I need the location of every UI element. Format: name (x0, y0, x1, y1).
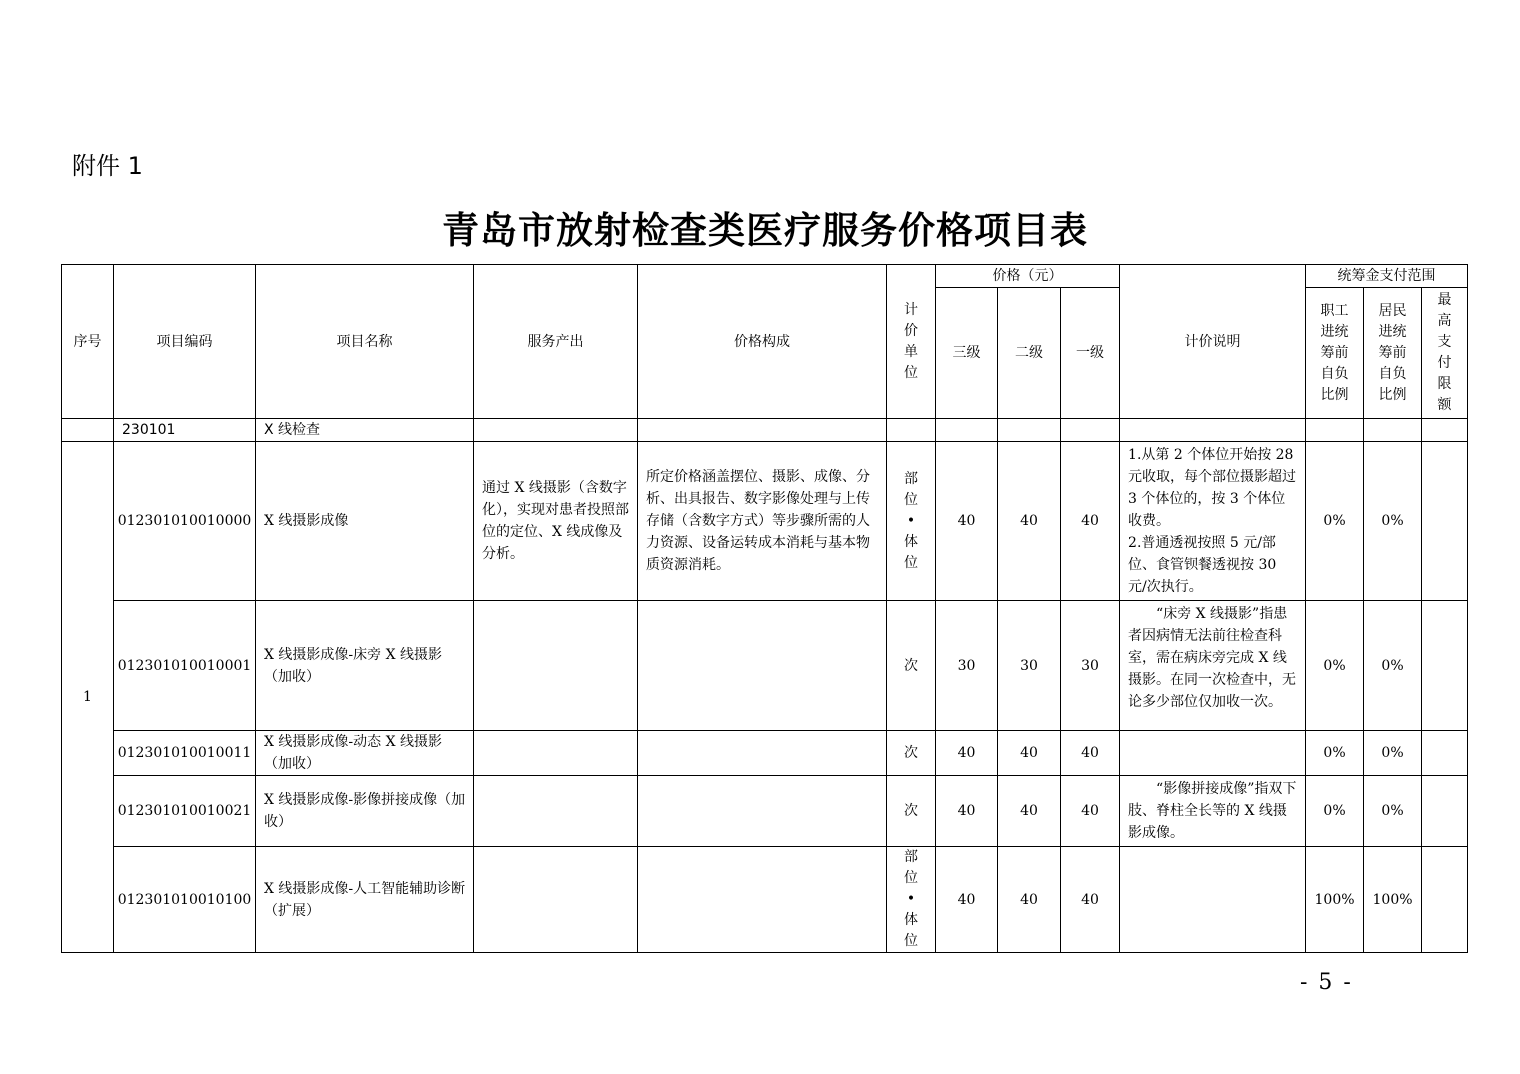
header-composition: 价格构成 (638, 265, 887, 419)
price-level3: 30 (936, 601, 998, 731)
service-output (474, 601, 638, 731)
pricing-note-1: 1.从第 2 个体位开始按 28 元收取，每个部位摄影超过 3 个体位的，按 3 个体位收费。 (1128, 447, 1297, 529)
attachment-label: 附件 1 (72, 152, 143, 180)
header-resident-cell (1364, 288, 1422, 419)
price-level1: 40 (1061, 442, 1120, 601)
pricing-notes: “床旁 X 线摄影”指患者因病情无法前往检查科室，需在病床旁完成 X 线摄影。在同一次检查中，无论多少部位仅加收一次。 (1120, 601, 1306, 731)
header-employee-cell (1306, 288, 1364, 419)
category-row (62, 419, 1468, 442)
price-level1: 40 (1061, 847, 1120, 953)
category-name: X 线检查 (256, 419, 474, 442)
item-name: X 线摄影成像-床旁 X 线摄影（加收） (256, 601, 474, 731)
table-row (62, 847, 1468, 953)
item-code: 012301010010100 (114, 847, 256, 953)
header-price-group: 价格（元） (936, 265, 1120, 288)
header-output: 服务产出 (474, 265, 638, 419)
service-output (474, 731, 638, 776)
pricing-unit: 次 (887, 731, 936, 776)
unit-cell (887, 442, 936, 601)
table-row (62, 776, 1468, 847)
pricing-notes (1120, 847, 1306, 953)
employee-ratio: 0% (1306, 776, 1364, 847)
header-level2: 二级 (998, 288, 1061, 419)
item-name: X 线摄影成像-人工智能辅助诊断（扩展） (256, 847, 474, 953)
price-level1: 40 (1061, 776, 1120, 847)
item-name: X 线摄影成像 (256, 442, 474, 601)
pricing-unit: 部位•体位 (904, 470, 918, 571)
price-composition (638, 601, 887, 731)
price-level1: 40 (1061, 731, 1120, 776)
document-title: 青岛市放射检查类医疗服务价格项目表 (442, 208, 1088, 252)
price-level2: 40 (998, 731, 1061, 776)
pricing-unit: 次 (887, 601, 936, 731)
header-unit: 计价单位 (904, 301, 918, 381)
price-level2: 40 (998, 776, 1061, 847)
pricing-unit: 部位•体位 (904, 849, 918, 949)
price-composition (638, 776, 887, 847)
price-level3: 40 (936, 731, 998, 776)
item-code: 012301010010001 (114, 601, 256, 731)
item-name: X 线摄影成像-动态 X 线摄影（加收） (256, 731, 474, 776)
table-row (62, 601, 1468, 731)
header-name: 项目名称 (256, 265, 474, 419)
header-row-1 (62, 265, 1468, 288)
employee-ratio: 0% (1306, 731, 1364, 776)
price-level3: 40 (936, 442, 998, 601)
service-output: 通过 X 线摄影（含数字化），实现对患者投照部位的定位、X 线成像及分析。 (474, 442, 638, 601)
unit-cell (887, 847, 936, 953)
table-row (62, 442, 1468, 601)
category-code: 230101 (114, 419, 256, 442)
pricing-notes: “影像拼接成像”指双下肢、脊柱全长等的 X 线摄影成像。 (1120, 776, 1306, 847)
employee-ratio: 100% (1306, 847, 1364, 953)
header-level3: 三级 (936, 288, 998, 419)
pricing-notes (1120, 442, 1306, 601)
header-max-limit: 最高支付限额 (1437, 292, 1452, 413)
max-limit (1422, 776, 1468, 847)
max-limit (1422, 442, 1468, 601)
pricing-unit: 次 (887, 776, 936, 847)
price-level2: 30 (998, 601, 1061, 731)
resident-ratio: 0% (1364, 731, 1422, 776)
price-level3: 40 (936, 847, 998, 953)
resident-ratio: 0% (1364, 776, 1422, 847)
price-level3: 40 (936, 776, 998, 847)
price-composition (638, 847, 887, 953)
price-level2: 40 (998, 442, 1061, 601)
header-notes: 计价说明 (1120, 265, 1306, 419)
max-limit (1422, 601, 1468, 731)
header-limit-cell (1422, 288, 1468, 419)
pricing-note-2: 2.普通透视按照 5 元/部位、食管钡餐透视按 30 元/次执行。 (1128, 535, 1277, 595)
employee-ratio: 0% (1306, 442, 1364, 601)
price-composition: 所定价格涵盖摆位、摄影、成像、分析、出具报告、数字影像处理与上传存储（含数字方式）等步骤所需的人力资源、设备运转成本消耗与基本物质资源消耗。 (638, 442, 887, 601)
price-composition (638, 731, 887, 776)
resident-ratio: 100% (1364, 847, 1422, 953)
item-code: 012301010010000 (114, 442, 256, 601)
service-output (474, 847, 638, 953)
employee-ratio: 0% (1306, 601, 1364, 731)
item-code: 012301010010021 (114, 776, 256, 847)
item-code: 012301010010011 (114, 731, 256, 776)
max-limit (1422, 847, 1468, 953)
header-code: 项目编码 (114, 265, 256, 419)
table-row (62, 731, 1468, 776)
header-unit-cell (887, 265, 936, 419)
resident-ratio: 0% (1364, 442, 1422, 601)
header-level1: 一级 (1061, 288, 1120, 419)
page-number: - 5 - (1300, 970, 1353, 995)
header-resident: 居民进统筹前自负比例 (1378, 302, 1407, 403)
max-limit (1422, 731, 1468, 776)
price-level2: 40 (998, 847, 1061, 953)
pricing-notes (1120, 731, 1306, 776)
resident-ratio: 0% (1364, 601, 1422, 731)
item-name: X 线摄影成像-影像拼接成像（加收） (256, 776, 474, 847)
price-level1: 30 (1061, 601, 1120, 731)
header-seq: 序号 (62, 265, 114, 419)
group-seq: 1 (62, 442, 114, 953)
service-output (474, 776, 638, 847)
price-table (61, 264, 1468, 953)
header-fund-group: 统筹金支付范围 (1306, 265, 1468, 288)
header-employee: 职工进统筹前自负比例 (1320, 302, 1349, 403)
